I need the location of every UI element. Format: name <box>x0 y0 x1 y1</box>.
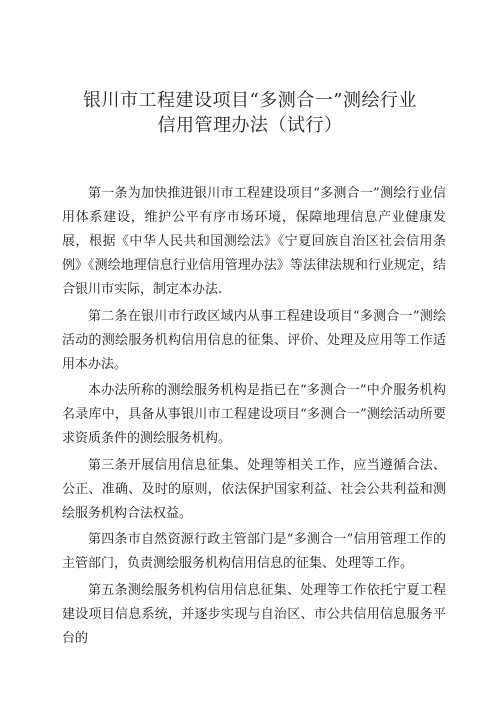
document-body <box>62 182 446 653</box>
article-5-paragraph: 第五条测绘服务机构信用信息征集、处理等工作依托宁夏工程建设项目信息系统，并逐步实现与自治区、市公共信用信息服务平台的 <box>62 582 446 646</box>
article-2-paragraph: 第二条在银川市行政区域内从事工程建设项目“多测合一”测绘活动的测绘服务机构信用信息的征集、评价、处理及应用等工作适用本办法。 <box>62 308 446 372</box>
document-title-line-2: 信用管理办法（试行） <box>157 115 343 136</box>
article-4-paragraph: 第四条市自然资源行政主管部门是“多测合一”信用管理工作的主管部门，负责测绘服务机构信用信息的征集、处理等工作。 <box>62 532 446 571</box>
article-1-paragraph: 第一条为加快推进银川市工程建设项目“多测合一”测绘行业信用体系建设，维护公平有序市场环境，保障地理信息产业健康发展，根据《中华人民共和国测绘法》《宁夏回族自治区社会信用条例》《测绘地理信息行业信用管理办法》等法律法规和行业规定，结合银川市实际，制定本办法. <box>62 186 446 297</box>
article-3-paragraph: 第三条开展信用信息征集、处理等相关工作，应当遵循合法、公正、准确、及时的原则，依法保护国家利益、社会公共利益和测绘服务机构合法权益。 <box>62 457 446 521</box>
definition-paragraph: 本办法所称的测绘服务机构是指已在“多测合一”中介服务机构名录库中，具备从事银川市工程建设项目“多测合一”测绘活动所要求资质条件的测绘服务机构。 <box>62 383 446 446</box>
document-title-line-1: 银川市工程建设项目“多测合一”测绘行业 <box>83 90 417 111</box>
